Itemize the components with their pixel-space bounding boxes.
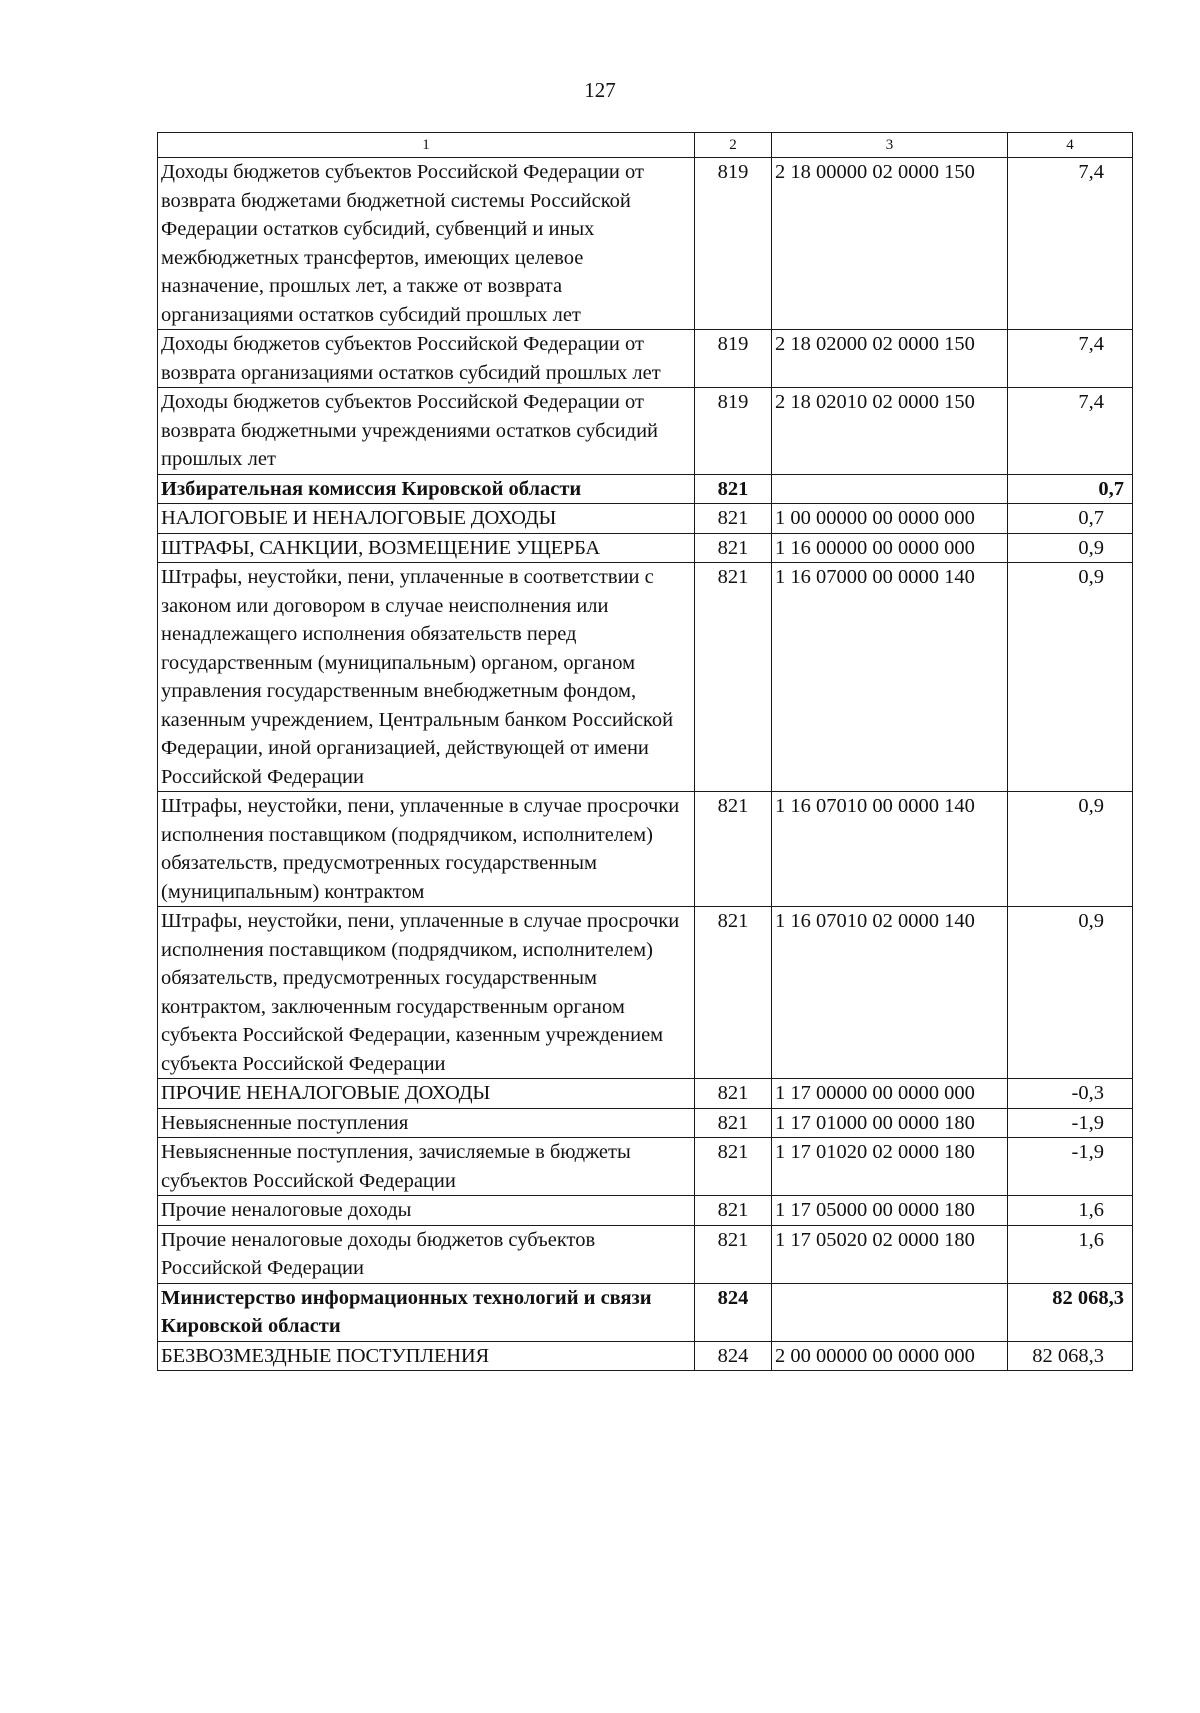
table-row: [158, 330, 1133, 388]
row-classification-code-cell: 1 17 00000 00 0000 000: [772, 1079, 1008, 1109]
table-row: [158, 1341, 1133, 1371]
row-name-cell: Штрафы, неустойки, пени, уплаченные в случае просрочки исполнения поставщиком (подрядчиком, исполнителем) обязательств, предусмотренных государственным (муниципальным) контрактом: [158, 792, 695, 907]
row-name-cell: Прочие неналоговые доходы: [158, 1196, 695, 1226]
row-name-cell: Невыясненные поступления, зачисляемые в бюджеты субъектов Российской Федерации: [158, 1138, 695, 1196]
row-classification-code-cell: 1 16 07010 00 0000 140: [772, 792, 1008, 907]
row-admin-code-cell: 821: [695, 563, 772, 792]
row-classification-code-cell: 1 17 01000 00 0000 180: [772, 1108, 1008, 1138]
column-header-name: 1: [158, 133, 695, 158]
row-amount-cell: 1,6: [1008, 1196, 1133, 1226]
row-amount-cell: 82 068,3: [1008, 1283, 1133, 1341]
row-admin-code-cell: 821: [695, 907, 772, 1079]
row-admin-code-cell: 821: [695, 1196, 772, 1226]
column-header-code: 3: [772, 133, 1008, 158]
row-amount-cell: -1,9: [1008, 1108, 1133, 1138]
row-classification-code-cell: 1 16 00000 00 0000 000: [772, 533, 1008, 563]
row-name-cell: Избирательная комиссия Кировской области: [158, 474, 695, 504]
row-name-cell: Невыясненные поступления: [158, 1108, 695, 1138]
table-row: [158, 474, 1133, 504]
table-row: [158, 533, 1133, 563]
column-header-admin: 2: [695, 133, 772, 158]
table-row: [158, 1079, 1133, 1109]
row-name-cell: ПРОЧИЕ НЕНАЛОГОВЫЕ ДОХОДЫ: [158, 1079, 695, 1109]
row-amount-cell: 1,6: [1008, 1225, 1133, 1283]
row-classification-code-cell: 2 00 00000 00 0000 000: [772, 1341, 1008, 1371]
row-amount-cell: 82 068,3: [1008, 1341, 1133, 1371]
row-amount-cell: 7,4: [1008, 330, 1133, 388]
row-amount-cell: 0,7: [1008, 474, 1133, 504]
row-classification-code-cell: [772, 474, 1008, 504]
row-amount-cell: 0,9: [1008, 533, 1133, 563]
row-classification-code-cell: 2 18 02010 02 0000 150: [772, 388, 1008, 475]
table-row: [158, 907, 1133, 1079]
row-admin-code-cell: 821: [695, 1108, 772, 1138]
row-name-cell: БЕЗВОЗМЕЗДНЫЕ ПОСТУПЛЕНИЯ: [158, 1341, 695, 1371]
row-name-cell: НАЛОГОВЫЕ И НЕНАЛОГОВЫЕ ДОХОДЫ: [158, 504, 695, 534]
row-classification-code-cell: [772, 1283, 1008, 1341]
table-row: [158, 1108, 1133, 1138]
row-admin-code-cell: 819: [695, 330, 772, 388]
row-name-cell: Министерство информационных технологий и связи Кировской области: [158, 1283, 695, 1341]
row-classification-code-cell: 2 18 00000 02 0000 150: [772, 158, 1008, 330]
row-amount-cell: -0,3: [1008, 1079, 1133, 1109]
row-amount-cell: 7,4: [1008, 388, 1133, 475]
row-amount-cell: -1,9: [1008, 1138, 1133, 1196]
row-admin-code-cell: 821: [695, 474, 772, 504]
row-admin-code-cell: 819: [695, 388, 772, 475]
page-number: 127: [584, 78, 616, 102]
row-admin-code-cell: 819: [695, 158, 772, 330]
table-row: [158, 792, 1133, 907]
row-classification-code-cell: 2 18 02000 02 0000 150: [772, 330, 1008, 388]
table-row: [158, 1196, 1133, 1226]
table-body: [158, 158, 1133, 1371]
row-name-cell: Прочие неналоговые доходы бюджетов субъектов Российской Федерации: [158, 1225, 695, 1283]
row-classification-code-cell: 1 00 00000 00 0000 000: [772, 504, 1008, 534]
table-header-row: [158, 133, 1133, 158]
row-admin-code-cell: 824: [695, 1341, 772, 1371]
row-classification-code-cell: 1 17 05000 00 0000 180: [772, 1196, 1008, 1226]
row-amount-cell: 0,9: [1008, 792, 1133, 907]
row-classification-code-cell: 1 16 07000 00 0000 140: [772, 563, 1008, 792]
row-amount-cell: 0,9: [1008, 907, 1133, 1079]
row-admin-code-cell: 824: [695, 1283, 772, 1341]
row-name-cell: Штрафы, неустойки, пени, уплаченные в соответствии с законом или договором в случае неисполнения или ненадлежащего исполнения обязательств перед государственным (муниципальным) органом, органом управления государственным внебюджетным фондом, казенным учреждением, Центральным банком Российской Федерации, иной организацией, действующей от имени Российской Федерации: [158, 563, 695, 792]
row-name-cell: Доходы бюджетов субъектов Российской Федерации от возврата бюджетами бюджетной системы Российской Федерации остатков субсидий, субвенций и иных межбюджетных трансфертов, имеющих целевое назначение, прошлых лет, а также от возврата организациями остатков субсидий прошлых лет: [158, 158, 695, 330]
row-name-cell: Доходы бюджетов субъектов Российской Федерации от возврата бюджетными учреждениями остатков субсидий прошлых лет: [158, 388, 695, 475]
table-row: [158, 504, 1133, 534]
row-name-cell: Доходы бюджетов субъектов Российской Федерации от возврата организациями остатков субсидий прошлых лет: [158, 330, 695, 388]
row-classification-code-cell: 1 17 05020 02 0000 180: [772, 1225, 1008, 1283]
row-amount-cell: 0,9: [1008, 563, 1133, 792]
row-amount-cell: 0,7: [1008, 504, 1133, 534]
table-row: [158, 563, 1133, 792]
row-classification-code-cell: 1 16 07010 02 0000 140: [772, 907, 1008, 1079]
budget-revenue-table: [157, 132, 1133, 1371]
row-admin-code-cell: 821: [695, 792, 772, 907]
row-classification-code-cell: 1 17 01020 02 0000 180: [772, 1138, 1008, 1196]
row-name-cell: Штрафы, неустойки, пени, уплаченные в случае просрочки исполнения поставщиком (подрядчиком, исполнителем) обязательств, предусмотренных государственным контрактом, заключенным государственным органом субъекта Российской Федерации, казенным учреждением субъекта Российской Федерации: [158, 907, 695, 1079]
table-row: [158, 388, 1133, 475]
row-admin-code-cell: 821: [695, 1225, 772, 1283]
row-admin-code-cell: 821: [695, 504, 772, 534]
row-admin-code-cell: 821: [695, 1079, 772, 1109]
table-row: [158, 1225, 1133, 1283]
row-admin-code-cell: 821: [695, 533, 772, 563]
row-name-cell: ШТРАФЫ, САНКЦИИ, ВОЗМЕЩЕНИЕ УЩЕРБА: [158, 533, 695, 563]
row-amount-cell: 7,4: [1008, 158, 1133, 330]
table-row: [158, 1138, 1133, 1196]
column-header-amount: 4: [1008, 133, 1133, 158]
table-row: [158, 158, 1133, 330]
row-admin-code-cell: 821: [695, 1138, 772, 1196]
table-row: [158, 1283, 1133, 1341]
